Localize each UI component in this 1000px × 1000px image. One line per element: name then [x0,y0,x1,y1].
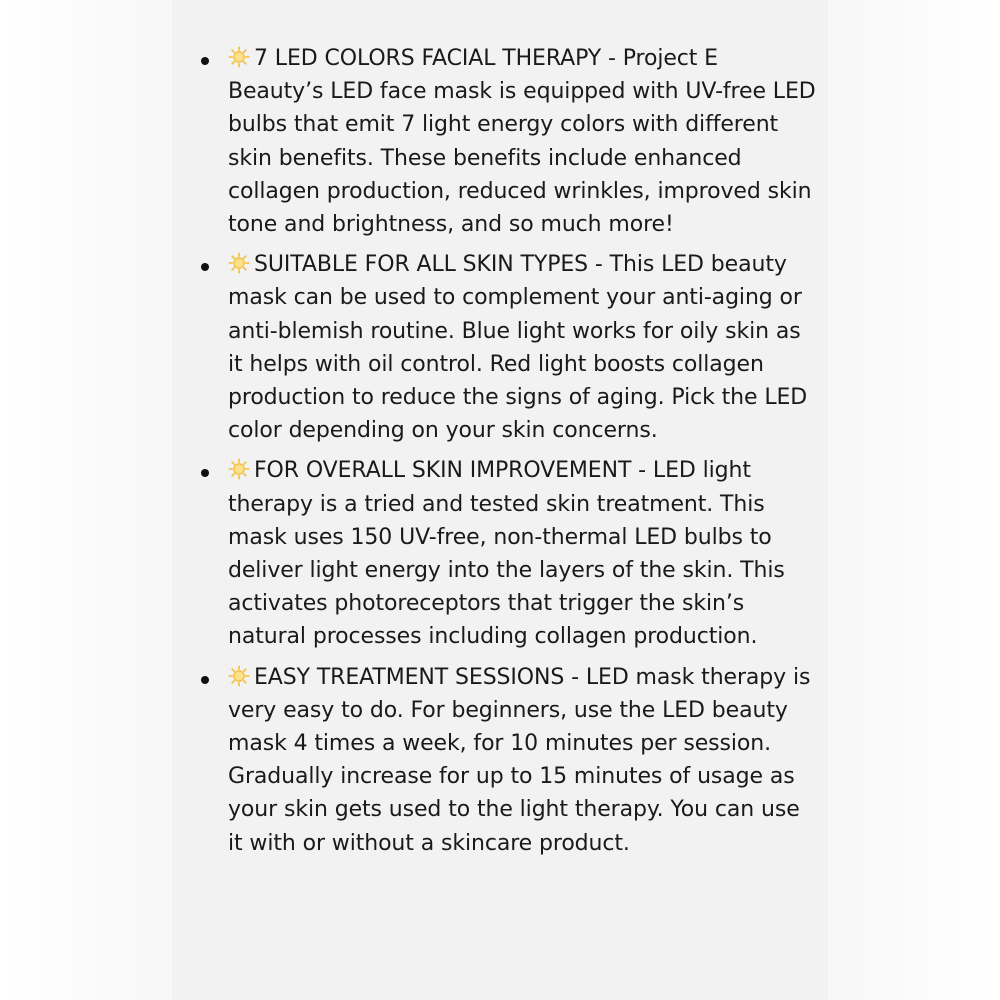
sun-icon [228,46,250,68]
bullet-dot [201,57,209,65]
bullet-item-treatment-sessions [228,661,818,860]
bullet-dot [201,676,209,684]
right-margin [828,0,1000,1000]
feature-bullet-list [228,42,818,867]
bullet-text: 7 LED COLORS FACIAL THERAPY - Project E Beauty’s LED face mask is equipped with UV-free LED bulbs that emit 7 light energy colors with different skin benefits. These benefits include enhanced collagen production, reduced wrinkles, improved skin tone and brightness, and so much more! [228,46,816,238]
bullet-text: EASY TREATMENT SESSIONS - LED mask therapy is very easy to do. For beginners, use the LED beauty mask 4 times a week, for 10 minutes per session. Gradually increase for up to 15 minutes of usage as your skin gets used to the light therapy. You can use it with or without a skincare product. [228,664,811,856]
bullet-item-led-colors [228,42,818,241]
bullet-text: FOR OVERALL SKIN IMPROVEMENT - LED light therapy is a tried and tested skin treatment. This mask uses 150 UV-free, non-thermal LED bulbs to deliver light energy into the layers of the skin. This activates photoreceptors that trigger the skin’s natural processes including collagen production. [228,458,785,650]
bullet-item-skin-types [228,248,818,447]
sun-icon [228,665,250,687]
bullet-text: SUITABLE FOR ALL SKIN TYPES - This LED beauty mask can be used to complement your anti-aging or anti-blemish routine. Blue light works for oily skin as it helps with oil control. Red light boosts collagen production to reduce the signs of aging. Pick the LED color depending on your skin concerns. [228,252,808,444]
sun-icon [228,252,250,274]
sun-icon [228,458,250,480]
bullet-item-skin-improvement [228,454,818,653]
left-margin [0,0,172,1000]
